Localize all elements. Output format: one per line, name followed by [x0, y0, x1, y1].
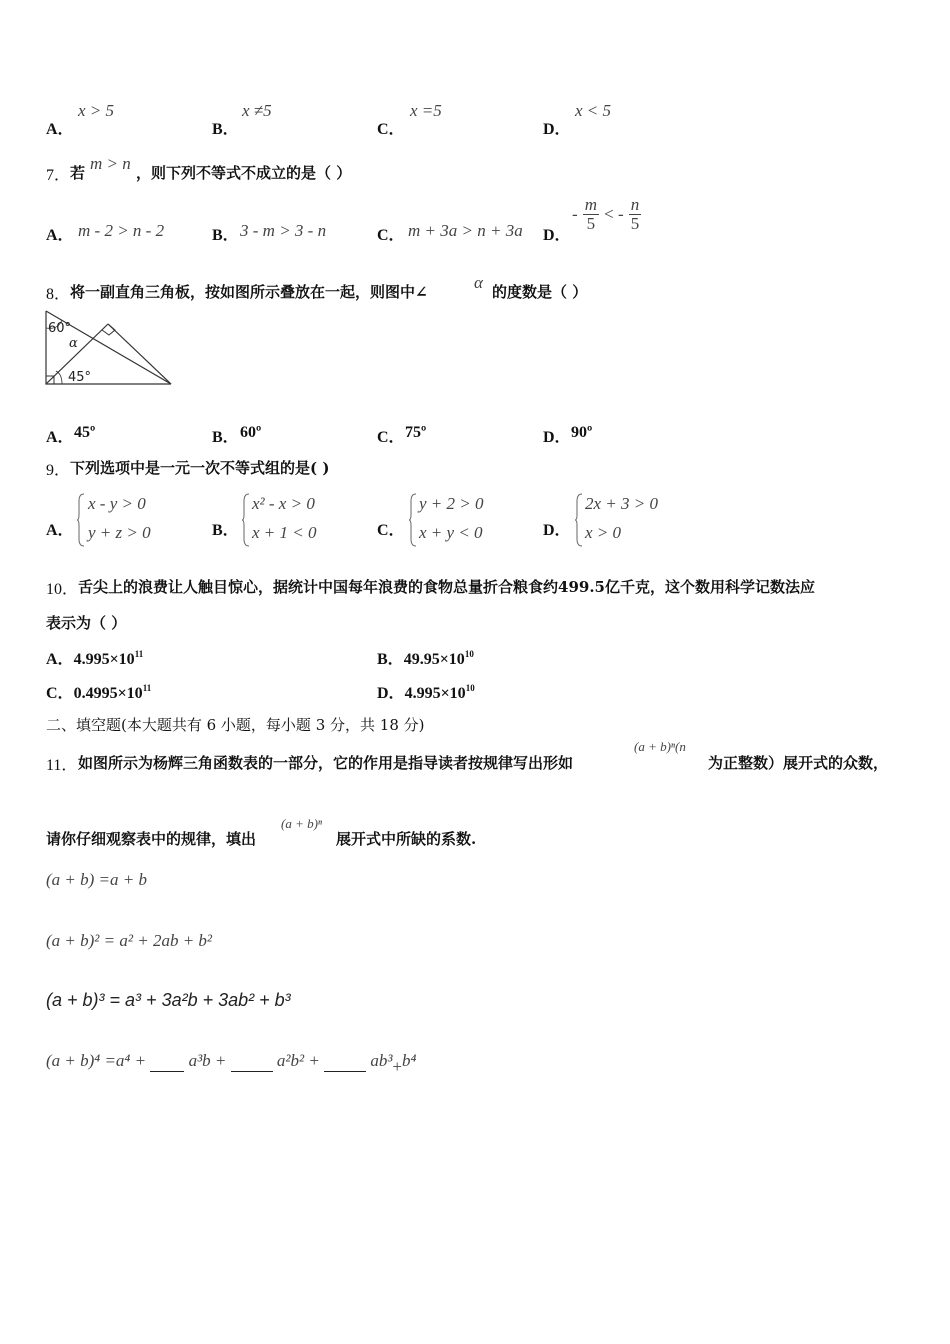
- q9-d-line2: x > 0: [585, 523, 622, 542]
- q11-row-3-rhs: a³ + 3a²b + 3ab² + b³: [125, 990, 291, 1010]
- angle-60-label: 60°: [48, 321, 72, 336]
- q9-d-brace: [574, 493, 584, 547]
- q8-option-d-label: D．: [543, 429, 571, 446]
- q7-option-b-label: B．: [212, 227, 239, 244]
- q11-row-4-term-4: b⁴: [402, 1051, 417, 1070]
- q11-row-4-term-1: a³b +: [188, 1051, 227, 1070]
- q10-b-exponent: 10: [464, 649, 474, 659]
- q9-b-brace: [241, 493, 251, 547]
- q11-row-4: [46, 1051, 416, 1077]
- q11-row-1-lhs: (a + b) =: [46, 870, 111, 889]
- q7-option-a-label: A．: [46, 227, 74, 244]
- q11-row-2-lhs: (a + b)² =: [46, 931, 116, 950]
- q9-text: 下列选项中是一元一次不等式组的是( ): [70, 459, 330, 477]
- q10-option-a: [46, 646, 143, 669]
- triangle-figure: [40, 308, 180, 392]
- q9-a-brace: [76, 493, 86, 547]
- q11-formula-2: (a + b)ⁿ: [281, 816, 323, 831]
- q6-option-a-expr: x > 5: [78, 101, 115, 120]
- q8-text: 将一副直角三角板，按如图所示叠放在一起，则图中∠: [70, 283, 428, 301]
- angle-alpha-label: α: [69, 336, 78, 351]
- q7-option-c-expr: m + 3a > n + 3a: [408, 221, 523, 240]
- q9-option-c-label: C．: [377, 522, 405, 539]
- q11-blank-1[interactable]: [150, 1053, 184, 1072]
- q10-a-label: A．: [46, 651, 74, 668]
- q11-row-4-term-3: ab³: [370, 1051, 393, 1070]
- q9-c-line1: y + 2 > 0: [419, 494, 484, 513]
- q11-blank-2[interactable]: [231, 1053, 273, 1072]
- q6-option-c-label: C．: [377, 121, 405, 138]
- q9-d-line1: 2x + 3 > 0: [585, 494, 658, 513]
- q10-option-b: [377, 646, 474, 669]
- q11-row-1: [46, 870, 147, 890]
- q6-option-d-label: D．: [543, 121, 571, 138]
- q10-d-mantissa: 4.995×10: [404, 685, 466, 702]
- q10-option-c: [46, 680, 151, 703]
- q8-option-a-label: A．: [46, 429, 74, 446]
- q8-suffix: 的度数是（ ）: [492, 283, 588, 301]
- q8-number: 8．: [46, 286, 71, 303]
- q10-a-mantissa: 4.995×10: [73, 651, 135, 668]
- q6-option-b-expr: x ≠5: [242, 101, 272, 120]
- q11-blank-3[interactable]: [324, 1053, 366, 1072]
- q8-option-a-value: 45º: [74, 424, 96, 441]
- q11-row-1-rhs: a + b: [110, 870, 147, 889]
- q10-option-d: [377, 680, 475, 703]
- q9-option-d-label: D．: [543, 522, 571, 539]
- q7-d-num2: n: [630, 195, 640, 214]
- q10-d-label: D．: [377, 685, 405, 702]
- q9-option-a-label: A．: [46, 522, 74, 539]
- q8-option-c-label: C．: [377, 429, 405, 446]
- q10-number: 10．: [46, 581, 79, 598]
- section-2-heading: 二、填空题(本大题共有 6 小题，每小题 3 分，共 18 分): [46, 716, 425, 734]
- q7-option-d-label: D．: [543, 227, 571, 244]
- q11-formula-1: (a + b)ⁿ(n: [634, 739, 686, 754]
- q9-a-line1: x - y > 0: [88, 494, 146, 513]
- q10-d-exponent: 10: [465, 683, 475, 693]
- angle-45-label: 45°: [68, 370, 92, 385]
- q8-option-b-label: B．: [212, 429, 239, 446]
- q10-b-mantissa: 49.95×10: [403, 651, 465, 668]
- q7-condition: m > n: [90, 154, 131, 173]
- q10-b-label: B．: [377, 651, 404, 668]
- q9-c-brace: [408, 493, 418, 547]
- q7-d-num1: m: [584, 195, 598, 214]
- q10-text-line1: 舌尖上的浪费让人触目惊心，据统计中国每年浪费的食物总量折合粮食约499.5亿千克，这个数用科学记数法应: [78, 578, 815, 596]
- q6-option-d-expr: x < 5: [575, 101, 612, 120]
- q6-option-b-label: B．: [212, 121, 239, 138]
- q7-d-fraction-2: [629, 196, 642, 233]
- q11-text-line1-end: 为正整数）展开式的众数，: [708, 754, 889, 772]
- q8-option-c-value: 75º: [405, 424, 427, 441]
- q7-option-d-expr: [572, 196, 641, 233]
- q11-text-line2: 请你仔细观察表中的规律，填出: [46, 830, 257, 848]
- q11-row-4-term-2: a²b² +: [276, 1051, 320, 1070]
- q9-b-line2: x + 1 < 0: [252, 523, 317, 542]
- q8-option-d-value: 90º: [571, 424, 593, 441]
- q7-number: 7．: [46, 167, 71, 184]
- q9-number: 9．: [46, 462, 71, 479]
- q11-row-3-lhs: (a + b)³ =: [46, 990, 121, 1010]
- q7-prefix: 若: [70, 164, 86, 182]
- q11-row-4-plus: +: [392, 1057, 403, 1076]
- triangle-small-leg-2: [108, 324, 171, 384]
- q7-d-fraction-1: [583, 196, 599, 233]
- q7-option-a-expr: m - 2 > n - 2: [78, 221, 165, 240]
- q11-text-line2-end: 展开式中所缺的系数.: [336, 830, 477, 848]
- q7-d-den1: 5: [586, 214, 596, 233]
- q7-option-b-expr: 3 - m > 3 - n: [240, 221, 327, 240]
- q11-row-2: [46, 931, 212, 951]
- q7-option-c-label: C．: [377, 227, 405, 244]
- q11-number: 11．: [46, 757, 78, 774]
- q10-c-label: C．: [46, 685, 74, 702]
- q9-option-b-label: B．: [212, 522, 239, 539]
- q7-d-den2: 5: [630, 214, 640, 233]
- q6-option-c-expr: x =5: [410, 101, 442, 120]
- q10-a-exponent: 11: [134, 649, 144, 659]
- q9-a-line2: y + z > 0: [88, 523, 151, 542]
- q11-text-line1: 如图所示为杨辉三角函数表的一部分，它的作用是指导读者按规律写出形如: [78, 754, 574, 772]
- q9-c-line2: x + y < 0: [419, 523, 483, 542]
- q9-b-line1: x² - x > 0: [252, 494, 315, 513]
- q8-option-b-value: 60º: [240, 424, 262, 441]
- q10-c-exponent: 11: [142, 683, 152, 693]
- q11-row-3: [46, 990, 291, 1011]
- q7-d-minus: -: [572, 204, 578, 224]
- q10-c-mantissa: 0.4995×10: [73, 685, 143, 702]
- q8-alpha: α: [474, 273, 483, 292]
- q6-option-a-label: A．: [46, 121, 74, 138]
- q11-row-2-rhs: a² + 2ab + b²: [119, 931, 213, 950]
- q7-suffix: ，则下列不等式不成立的是（ ）: [136, 164, 352, 182]
- q11-row-4-lhs: (a + b)⁴ =a⁴ +: [46, 1051, 147, 1070]
- q10-text-line2: 表示为（ ）: [46, 614, 127, 632]
- q7-d-lt: < -: [604, 204, 624, 224]
